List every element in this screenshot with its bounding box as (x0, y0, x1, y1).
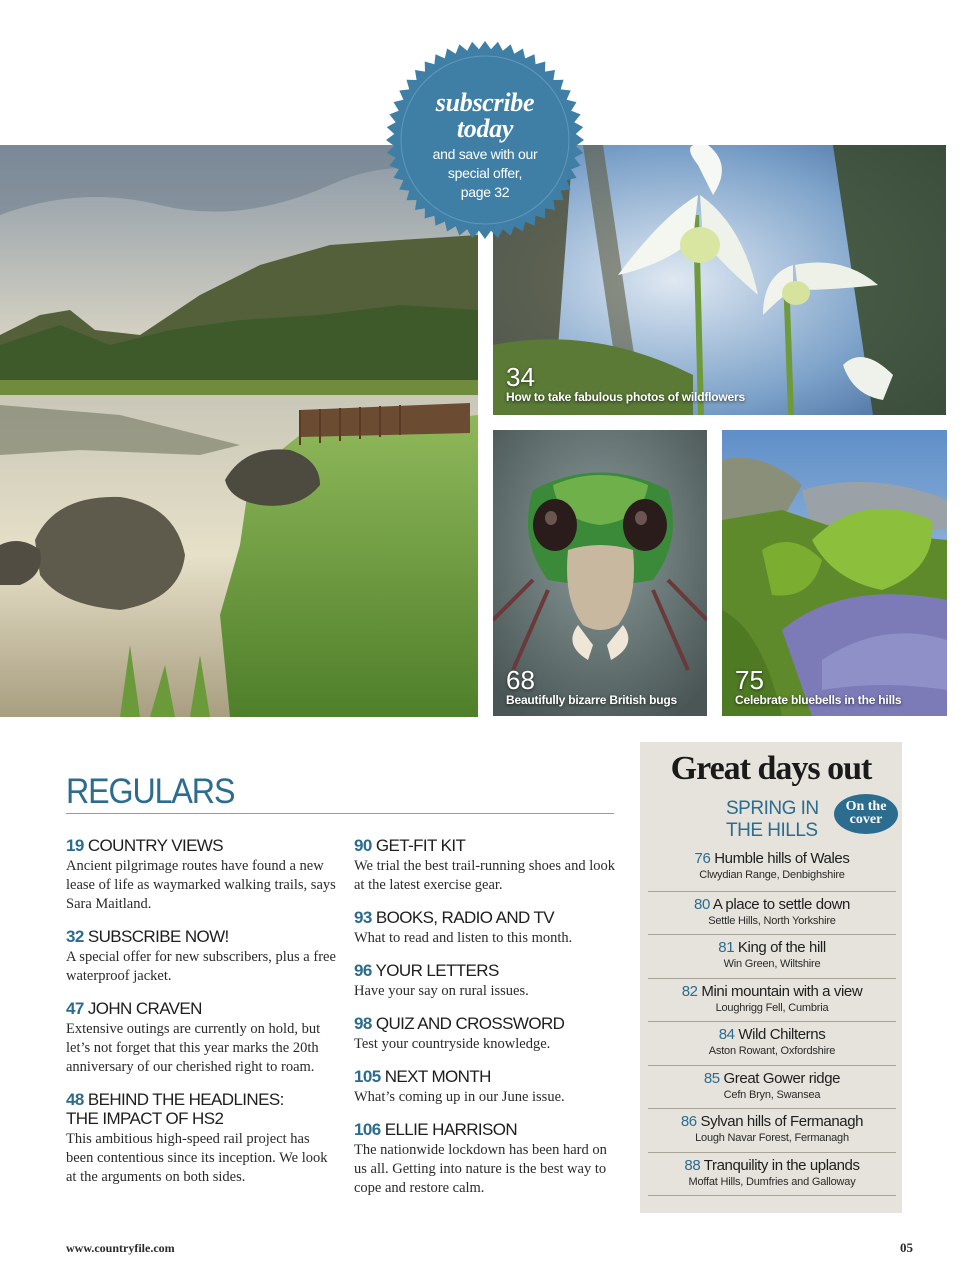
spring-heading-line2: THE HILLS (726, 820, 818, 841)
regular-item-desc: The nationwide lockdown has been hard on us all. Getting into nature is the best way to cope and restore calm. (354, 1142, 607, 1196)
great-days-item-name: Mini mountain with a view (701, 982, 863, 1000)
regular-item-title-line2: THE IMPACT OF HS2 (66, 1109, 224, 1128)
great-days-item[interactable] (648, 1022, 896, 1066)
great-days-item[interactable] (648, 935, 896, 979)
regular-item-title: YOUR LETTERS (375, 961, 499, 980)
regular-item-number: 47 (66, 999, 84, 1018)
bluebell-caption-number: 75 (735, 665, 764, 695)
regular-item-number: 19 (66, 836, 84, 855)
regular-item[interactable] (66, 836, 338, 914)
regular-item-number: 96 (354, 961, 372, 980)
regular-item-number: 90 (354, 836, 372, 855)
regular-item-desc: We trial the best trail-running shoes and look at the latest exercise gear. (354, 858, 615, 893)
regular-item[interactable] (354, 836, 616, 895)
regular-item-desc: What to read and listen to this month. (354, 930, 573, 946)
regular-item[interactable] (66, 927, 338, 986)
great-days-item-place: Clwydian Range, Denbighshire (699, 869, 845, 881)
great-days-item[interactable] (648, 1153, 896, 1197)
regular-item[interactable] (66, 999, 338, 1077)
great-days-item-number: 76 (694, 850, 711, 867)
regular-item-desc: Have your say on rural issues. (354, 983, 529, 999)
regular-item-title: COUNTRY VIEWS (87, 836, 223, 855)
snowdrop-caption-number: 34 (506, 362, 535, 392)
bluebell-photo (722, 430, 947, 716)
badge-sub-line1: and save with our (432, 146, 538, 162)
great-days-item-name: Tranquility in the uplands (703, 1156, 860, 1174)
regular-item-number: 32 (66, 927, 84, 946)
great-days-item-number: 81 (718, 939, 735, 956)
regular-item-title: JOHN CRAVEN (87, 999, 202, 1018)
spring-in-the-hills-heading (726, 798, 819, 842)
great-days-item-number: 80 (694, 895, 710, 913)
great-days-item-place: Loughrigg Fell, Cumbria (715, 1001, 829, 1014)
great-days-item-name: King of the hill (737, 939, 826, 956)
beetle-caption: Beautifully bizarre British bugs (506, 693, 677, 707)
regular-item[interactable] (354, 961, 616, 1001)
snowdrop-caption: How to take fabulous photos of wildflowers (506, 390, 745, 404)
great-days-item[interactable] (648, 892, 896, 936)
regulars-left-column (66, 836, 338, 1200)
regular-item[interactable] (354, 1067, 616, 1107)
regular-item-desc: Extensive outings are currently on hold, but let’s not forget that this year marks the 20th anniversary of our cherished right to roam. (66, 1021, 321, 1075)
great-days-item[interactable] (648, 1066, 896, 1110)
regulars-heading: REGULARS (66, 772, 235, 811)
badge-title-line2: today (456, 114, 514, 143)
regular-item-title: NEXT MONTH (384, 1067, 491, 1086)
regular-item-title: GET-FIT KIT (375, 836, 466, 855)
regular-item[interactable] (354, 908, 616, 948)
bluebell-caption: Celebrate bluebells in the hills (735, 693, 902, 707)
great-days-item-number: 84 (718, 1026, 735, 1043)
subscribe-badge[interactable] (385, 40, 585, 240)
great-days-out-panel (640, 742, 902, 1213)
great-days-item-number: 82 (681, 982, 698, 1000)
badge-sub-line2: special offer, (447, 165, 523, 181)
great-days-item-place: Aston Rowant, Oxfordshire (708, 1045, 836, 1057)
beetle-caption-number: 68 (506, 665, 535, 695)
regular-item[interactable] (354, 1014, 616, 1054)
great-days-item-number: 85 (703, 1069, 720, 1087)
regular-item-number: 106 (354, 1120, 381, 1139)
great-days-item-name: Humble hills of Wales (714, 850, 850, 867)
great-days-item-name: A place to settle down (712, 895, 850, 913)
regular-item-title: BEHIND THE HEADLINES: (87, 1090, 284, 1109)
regular-item-desc: Ancient pilgrimage routes have found a new lease of life as waymarked walking trails, says Sara Maitland. (66, 858, 336, 912)
great-days-item[interactable] (648, 1109, 896, 1153)
regulars-right-column (354, 836, 616, 1211)
great-days-item-place: Win Green, Wiltshire (723, 958, 821, 970)
great-days-item-name: Wild Chilterns (738, 1026, 826, 1043)
regular-item-desc: Test your countryside knowledge. (354, 1036, 551, 1052)
great-days-item-name: Great Gower ridge (723, 1069, 841, 1087)
spring-heading-line1: SPRING IN (726, 798, 819, 819)
regular-item-title: ELLIE HARRISON (384, 1120, 518, 1139)
badge-title-line1: subscribe (435, 88, 535, 117)
regular-item[interactable] (66, 1090, 338, 1187)
regular-item-number: 93 (354, 908, 372, 927)
badge-text (385, 90, 585, 202)
regular-item-title: SUBSCRIBE NOW! (87, 927, 229, 946)
badge-sub-line3: page 32 (460, 184, 510, 200)
great-days-out-title: Great days out (670, 750, 872, 787)
regular-item-desc: This ambitious high-speed rail project has been contentious since its inception. We look at the arguments on both sides. (66, 1131, 328, 1185)
on-cover-line2: cover (849, 812, 883, 827)
great-days-item[interactable] (648, 979, 896, 1023)
footer-website-link[interactable]: www.countryfile.com (66, 1241, 175, 1255)
on-cover-line1: On the (845, 799, 887, 814)
great-days-item-number: 86 (680, 1113, 697, 1130)
regular-item-desc: A special offer for new subscribers, plus a free waterproof jacket. (66, 949, 336, 984)
regular-item[interactable] (354, 1120, 616, 1198)
great-days-item-place: Lough Navar Forest, Fermanagh (695, 1132, 849, 1144)
great-days-item-place: Settle Hills, North Yorkshire (708, 914, 836, 927)
great-days-item-place: Moffat Hills, Dumfries and Galloway (688, 1175, 856, 1188)
regular-item-number: 98 (354, 1014, 372, 1033)
regular-item-title: BOOKS, RADIO AND TV (375, 908, 555, 927)
great-days-list (648, 848, 896, 1196)
regular-item-desc: What’s coming up in our June issue. (354, 1089, 565, 1105)
regular-item-number: 105 (354, 1067, 381, 1086)
great-days-item-place: Cefn Bryn, Swansea (723, 1088, 821, 1101)
great-days-item-number: 88 (684, 1156, 701, 1174)
great-days-item[interactable] (648, 848, 896, 892)
beetle-photo (493, 430, 707, 716)
regular-item-title: QUIZ AND CROSSWORD (375, 1014, 565, 1033)
regulars-divider (66, 813, 614, 814)
page-number: 05 (900, 1240, 913, 1255)
great-days-item-name: Sylvan hills of Fermanagh (700, 1113, 864, 1130)
regular-item-number: 48 (66, 1090, 84, 1109)
on-the-cover-badge (834, 794, 898, 834)
